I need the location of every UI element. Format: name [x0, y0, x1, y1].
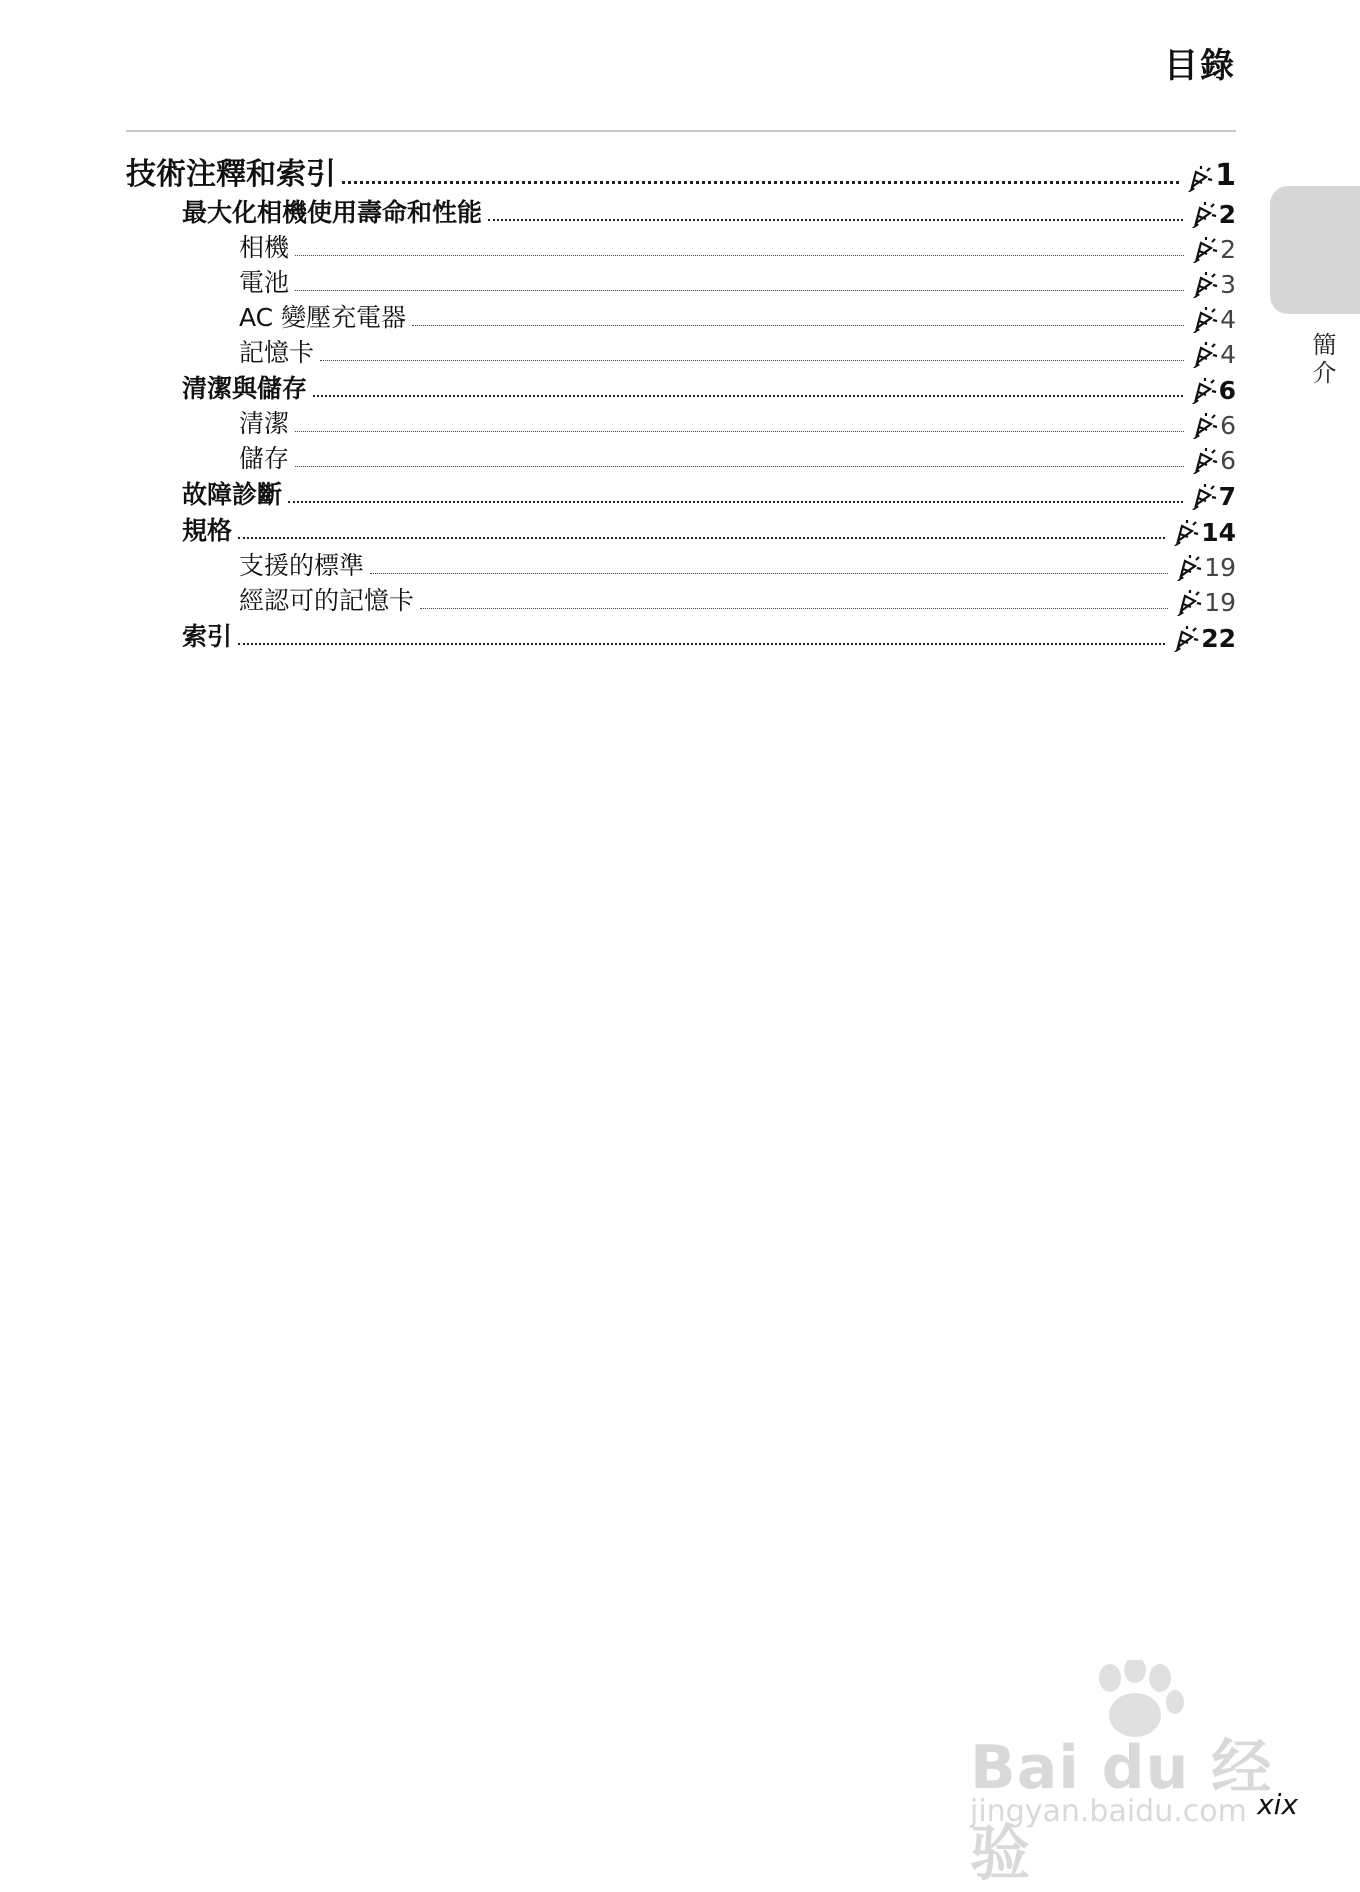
toc-entry-title: 清潔與儲存 — [182, 374, 308, 403]
toc-entry[interactable] — [126, 405, 1236, 440]
table-of-contents — [126, 145, 1236, 653]
toc-page-ref — [1189, 376, 1236, 405]
dot-leader — [238, 643, 1165, 645]
toc-page-ref — [1190, 446, 1236, 475]
toc-page-number: 2 — [1218, 200, 1236, 229]
dot-leader — [295, 466, 1184, 467]
dot-leader — [288, 501, 1183, 503]
lightbulb-icon — [1190, 236, 1218, 264]
toc-page-number: 4 — [1220, 305, 1236, 334]
toc-page-ref — [1174, 553, 1236, 582]
toc-entry[interactable] — [126, 369, 1236, 405]
dot-leader — [370, 573, 1168, 574]
toc-entry[interactable] — [126, 440, 1236, 475]
page-number: xix — [1257, 1788, 1298, 1821]
watermark-logo: Bai du 经验 — [970, 1733, 1273, 1889]
toc-entry-title: 索引 — [182, 622, 233, 651]
section-tab[interactable] — [1270, 186, 1360, 314]
lightbulb-icon — [1189, 483, 1217, 511]
toc-page-number: 1 — [1215, 158, 1236, 193]
toc-page-number: 3 — [1220, 270, 1236, 299]
toc-entry[interactable] — [126, 334, 1236, 369]
dot-leader — [238, 537, 1165, 539]
toc-page-ref — [1171, 518, 1236, 547]
watermark — [960, 1660, 1290, 1889]
toc-entry-title: AC 變壓充電器 — [239, 303, 407, 332]
page-title: 目錄 — [1164, 46, 1236, 86]
toc-page-number: 22 — [1201, 624, 1236, 653]
lightbulb-icon — [1190, 412, 1218, 440]
toc-entry-title: 記憶卡 — [239, 338, 315, 367]
toc-entry[interactable] — [126, 145, 1236, 193]
lightbulb-icon — [1190, 447, 1218, 475]
toc-page-ref — [1185, 158, 1236, 193]
lightbulb-icon — [1185, 165, 1213, 193]
toc-page-number: 6 — [1220, 411, 1236, 440]
lightbulb-icon — [1190, 306, 1218, 334]
dot-leader — [412, 325, 1184, 326]
toc-entry-title: 技術注釋和索引 — [126, 157, 336, 192]
lightbulb-icon — [1189, 377, 1217, 405]
toc-entry[interactable] — [126, 193, 1236, 229]
toc-page-ref — [1190, 411, 1236, 440]
dot-leader — [295, 255, 1184, 256]
dot-leader — [342, 181, 1179, 184]
toc-entry-title: 儲存 — [239, 444, 290, 473]
lightbulb-icon — [1171, 519, 1199, 547]
lightbulb-icon — [1189, 201, 1217, 229]
toc-entry[interactable] — [126, 511, 1236, 547]
watermark-url: jingyan.baidu.com — [970, 1794, 1247, 1829]
toc-page-number: 4 — [1220, 340, 1236, 369]
toc-page-ref — [1189, 200, 1236, 229]
toc-entry-title: 支援的標準 — [239, 551, 365, 580]
toc-entry-title: 相機 — [239, 233, 290, 262]
toc-page-number: 2 — [1220, 235, 1236, 264]
toc-page-ref — [1190, 340, 1236, 369]
lightbulb-icon — [1190, 341, 1218, 369]
dot-leader — [295, 290, 1184, 291]
toc-page-ref — [1189, 482, 1236, 511]
toc-entry[interactable] — [126, 264, 1236, 299]
toc-entry-title: 經認可的記憶卡 — [239, 586, 415, 615]
toc-entry[interactable] — [126, 582, 1236, 617]
toc-entry-title: 故障診斷 — [182, 480, 283, 509]
toc-entry-title: 規格 — [182, 516, 233, 545]
dot-leader — [488, 219, 1183, 221]
toc-page-ref — [1190, 305, 1236, 334]
dot-leader — [313, 395, 1183, 397]
lightbulb-icon — [1174, 589, 1202, 617]
toc-page-number: 6 — [1220, 446, 1236, 475]
section-tab-label: 簡介 — [1308, 332, 1336, 388]
toc-page-ref — [1190, 235, 1236, 264]
toc-page-ref — [1190, 270, 1236, 299]
toc-entry[interactable] — [126, 475, 1236, 511]
lightbulb-icon — [1190, 271, 1218, 299]
dot-leader — [420, 608, 1168, 609]
header-divider — [126, 130, 1236, 132]
toc-page-number: 19 — [1204, 553, 1236, 582]
lightbulb-icon — [1174, 554, 1202, 582]
toc-entry-title: 電池 — [239, 268, 290, 297]
toc-entry[interactable] — [126, 299, 1236, 334]
toc-page-number: 7 — [1218, 482, 1236, 511]
toc-page-number: 6 — [1218, 376, 1236, 405]
dot-leader — [295, 431, 1184, 432]
toc-page-ref — [1174, 588, 1236, 617]
dot-leader — [320, 360, 1184, 361]
toc-page-number: 14 — [1201, 518, 1236, 547]
toc-entry-title: 清潔 — [239, 409, 290, 438]
toc-page-number: 19 — [1204, 588, 1236, 617]
lightbulb-icon — [1171, 625, 1199, 653]
toc-entry[interactable] — [126, 617, 1236, 653]
toc-entry-title: 最大化相機使用壽命和性能 — [182, 198, 483, 227]
toc-page-ref — [1171, 624, 1236, 653]
toc-entry[interactable] — [126, 229, 1236, 264]
toc-entry[interactable] — [126, 547, 1236, 582]
